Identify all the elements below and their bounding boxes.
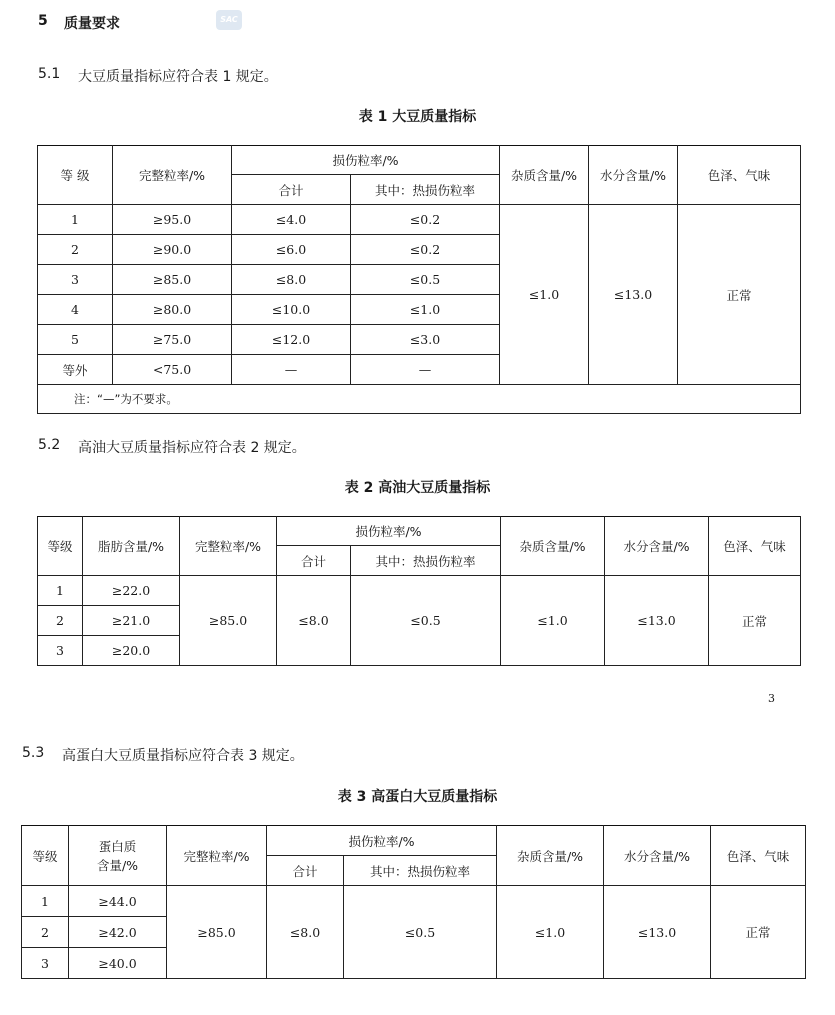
t3-color-value: 正常 xyxy=(711,886,806,979)
t3-header-color-odor: 色泽、气味 xyxy=(711,826,806,886)
t2-header-grade: 等级 xyxy=(38,517,83,576)
t3-header-moisture: 水分含量/% xyxy=(604,826,711,886)
t1-moisture-value: ≤13.0 xyxy=(589,205,678,385)
t1-r3-total: ≤8.0 xyxy=(232,265,351,295)
t2-moisture-value: ≤13.0 xyxy=(605,576,709,666)
t1-r5-whole: ≥75.0 xyxy=(113,325,232,355)
t3-whole-value: ≥85.0 xyxy=(167,886,267,979)
table-2 xyxy=(37,516,801,666)
t1-r3-whole: ≥85.0 xyxy=(113,265,232,295)
page-number: 3 xyxy=(768,692,775,705)
t1-r4-grade: 4 xyxy=(38,295,113,325)
t1-header-total: 合计 xyxy=(232,175,351,205)
t1-header-damaged-rate: 损伤粒率/% xyxy=(232,146,500,175)
t2-heat-value: ≤0.5 xyxy=(351,576,501,666)
t3-r2-grade: 2 xyxy=(22,917,69,948)
table-2-caption: 表 2 高油大豆质量指标 xyxy=(344,480,491,496)
t1-impurity-value: ≤1.0 xyxy=(500,205,589,385)
t1-header-moisture: 水分含量/% xyxy=(589,146,678,205)
t3-moisture-value: ≤13.0 xyxy=(604,886,711,979)
t1-r6-grade: 等外 xyxy=(38,355,113,385)
table-3-caption: 表 3 高蛋白大豆质量指标 xyxy=(337,789,498,805)
t3-header-protein xyxy=(69,826,167,886)
clause-5-3-number: 5.3 xyxy=(22,745,45,761)
t2-color-value: 正常 xyxy=(709,576,801,666)
t1-header-grade: 等 级 xyxy=(38,146,113,205)
t1-r6-heat: — xyxy=(351,355,500,385)
t1-r1-total: ≤4.0 xyxy=(232,205,351,235)
t2-total-value: ≤8.0 xyxy=(277,576,351,666)
t1-r2-total: ≤6.0 xyxy=(232,235,351,265)
t1-r4-total: ≤10.0 xyxy=(232,295,351,325)
t2-impurity-value: ≤1.0 xyxy=(501,576,605,666)
t2-r2-grade: 2 xyxy=(38,606,83,636)
t1-r3-heat: ≤0.5 xyxy=(351,265,500,295)
t3-header-impurity: 杂质含量/% xyxy=(497,826,604,886)
clause-5-2-text: 高油大豆质量指标应符合表 2 规定。 xyxy=(78,440,306,456)
t2-r3-grade: 3 xyxy=(38,636,83,666)
t2-header-fat: 脂肪含量/% xyxy=(83,517,180,576)
t1-r2-heat: ≤0.2 xyxy=(351,235,500,265)
table-row xyxy=(38,205,801,235)
t2-header-impurity: 杂质含量/% xyxy=(501,517,605,576)
t2-whole-value: ≥85.0 xyxy=(180,576,277,666)
t3-heat-value: ≤0.5 xyxy=(344,886,497,979)
t1-r1-heat: ≤0.2 xyxy=(351,205,500,235)
t1-header-color-odor: 色泽、气味 xyxy=(678,146,801,205)
clause-5-1-text: 大豆质量指标应符合表 1 规定。 xyxy=(78,69,278,85)
t2-header-moisture: 水分含量/% xyxy=(605,517,709,576)
t2-header-color-odor: 色泽、气味 xyxy=(709,517,801,576)
sac-logo: SAC xyxy=(216,10,242,30)
t1-r5-total: ≤12.0 xyxy=(232,325,351,355)
t1-r6-total: — xyxy=(232,355,351,385)
t1-r2-grade: 2 xyxy=(38,235,113,265)
table-row xyxy=(38,576,801,606)
clause-5-2-number: 5.2 xyxy=(38,437,61,453)
t2-r1-fat: ≥22.0 xyxy=(83,576,180,606)
t1-r6-whole: <75.0 xyxy=(113,355,232,385)
t1-r2-whole: ≥90.0 xyxy=(113,235,232,265)
t1-color-value: 正常 xyxy=(678,205,801,385)
t1-r5-heat: ≤3.0 xyxy=(351,325,500,355)
t1-r1-grade: 1 xyxy=(38,205,113,235)
section-5-number: 5 xyxy=(38,13,48,29)
t3-r1-grade: 1 xyxy=(22,886,69,917)
t3-header-grade: 等级 xyxy=(22,826,69,886)
t1-header-heat-damaged: 其中：热损伤粒率 xyxy=(351,175,500,205)
t3-header-protein-line1: 蛋白质 xyxy=(98,838,137,854)
t3-header-protein-line2: 含量/% xyxy=(96,857,139,873)
section-5-title: 质量要求 xyxy=(64,16,120,32)
clause-5-1-number: 5.1 xyxy=(38,66,61,82)
t1-note: 注：“—”为不要求。 xyxy=(38,385,801,414)
t1-r5-grade: 5 xyxy=(38,325,113,355)
t3-impurity-value: ≤1.0 xyxy=(497,886,604,979)
t1-header-impurity: 杂质含量/% xyxy=(500,146,589,205)
t1-r3-grade: 3 xyxy=(38,265,113,295)
t1-r4-whole: ≥80.0 xyxy=(113,295,232,325)
table-3 xyxy=(21,825,806,979)
t3-header-total: 合计 xyxy=(267,856,344,886)
t3-r3-grade: 3 xyxy=(22,948,69,979)
t1-r1-whole: ≥95.0 xyxy=(113,205,232,235)
t2-header-damaged-rate: 损伤粒率/% xyxy=(277,517,501,546)
t2-header-total: 合计 xyxy=(277,546,351,576)
t3-total-value: ≤8.0 xyxy=(267,886,344,979)
t3-r3-protein: ≥40.0 xyxy=(69,948,167,979)
t3-header-damaged-rate: 损伤粒率/% xyxy=(267,826,497,856)
t3-r1-protein: ≥44.0 xyxy=(69,886,167,917)
t3-r2-protein: ≥42.0 xyxy=(69,917,167,948)
t2-r1-grade: 1 xyxy=(38,576,83,606)
t3-header-heat-damaged: 其中：热损伤粒率 xyxy=(344,856,497,886)
t2-header-whole-rate: 完整粒率/% xyxy=(180,517,277,576)
t2-header-heat-damaged: 其中：热损伤粒率 xyxy=(351,546,501,576)
t1-r4-heat: ≤1.0 xyxy=(351,295,500,325)
t2-r3-fat: ≥20.0 xyxy=(83,636,180,666)
table-1 xyxy=(37,145,801,414)
t2-r2-fat: ≥21.0 xyxy=(83,606,180,636)
clause-5-3-text: 高蛋白大豆质量指标应符合表 3 规定。 xyxy=(62,748,304,764)
t3-header-whole-rate: 完整粒率/% xyxy=(167,826,267,886)
table-1-caption: 表 1 大豆质量指标 xyxy=(358,109,477,125)
table-row xyxy=(22,886,806,917)
t1-header-whole-rate: 完整粒率/% xyxy=(113,146,232,205)
